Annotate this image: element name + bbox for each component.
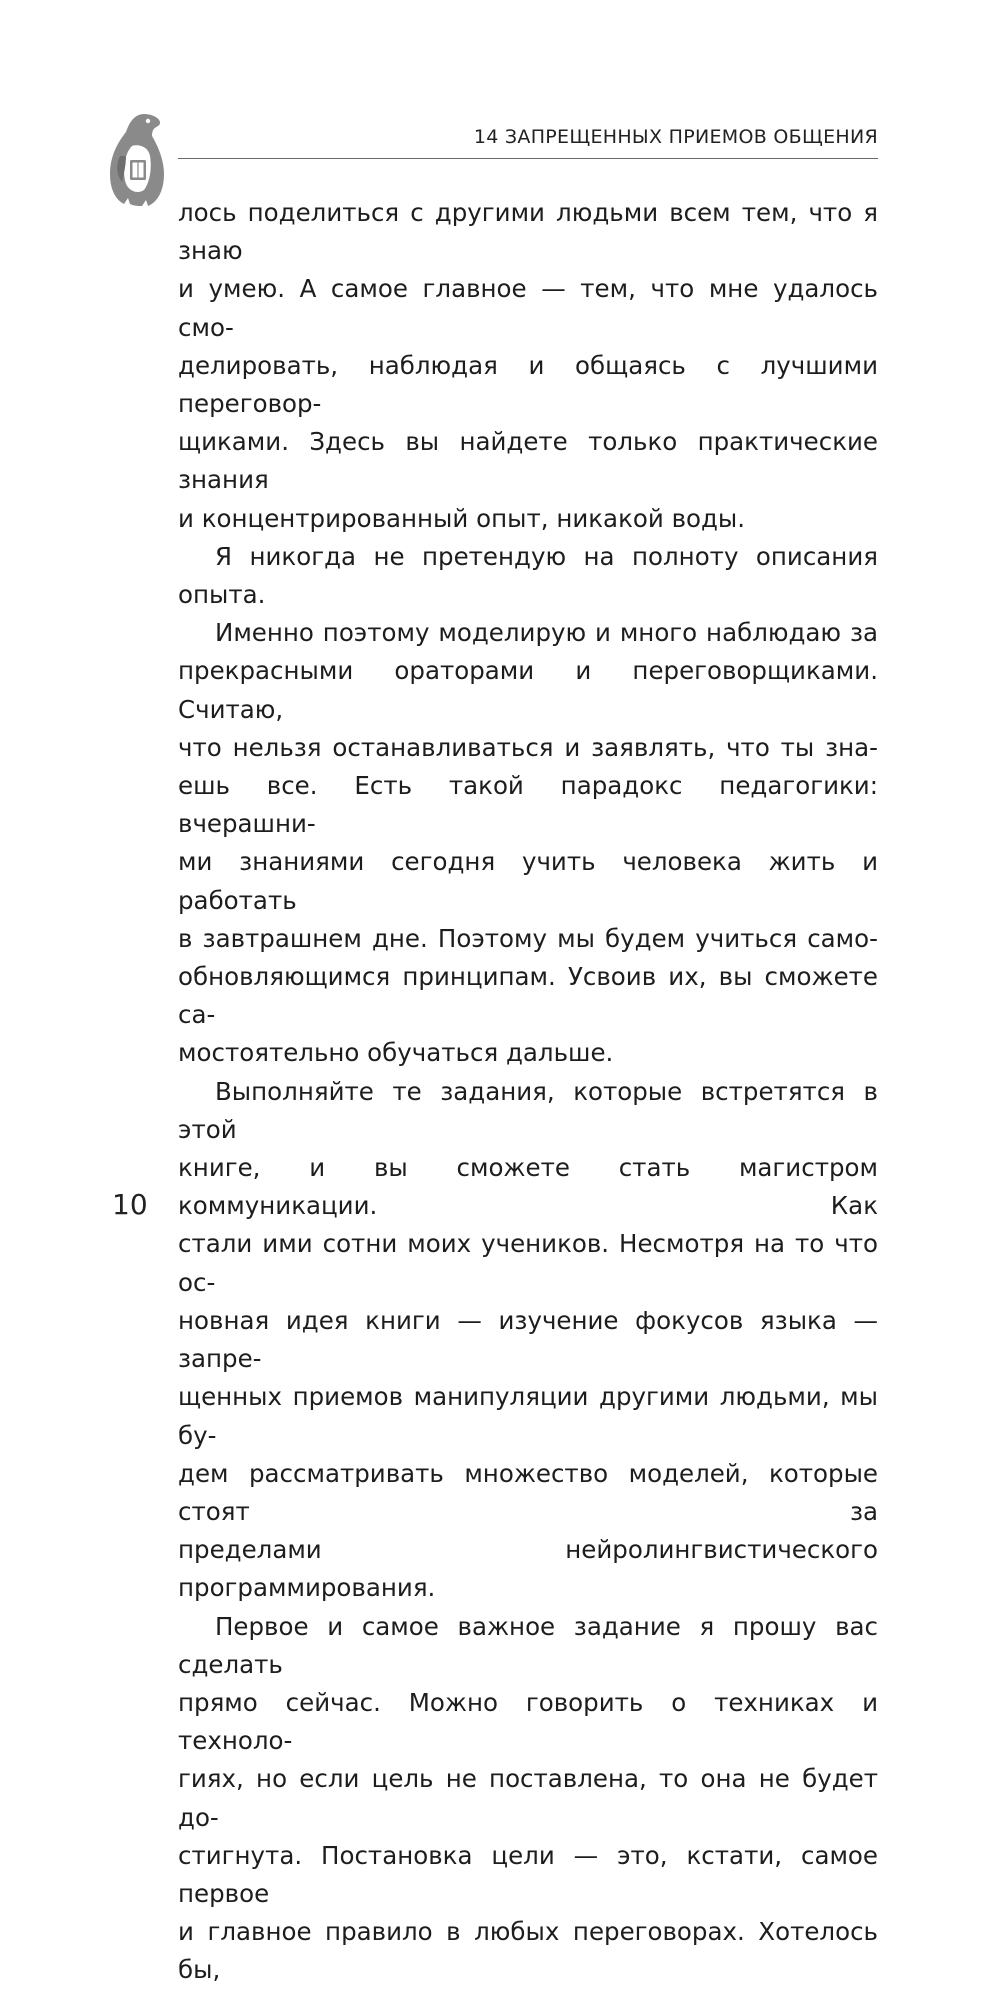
paragraph-line: Первое и самое важное задание я прошу вас сделать (178, 1611, 878, 1679)
paragraph-line: ми знаниями сегодня учить человека жить и работать (178, 847, 878, 915)
paragraph-line: прекрасными ораторами и переговорщиками. Считаю, (178, 656, 878, 724)
paragraph-line: стигнута. Постановка цели — это, кстати, самое первое (178, 1840, 878, 1908)
running-header: 14 ЗАПРЕЩЕННЫХ ПРИЕМОВ ОБЩЕНИЯ (473, 126, 878, 148)
paragraph-line: Выполняйте те задания, которые встретятся в этой (178, 1076, 878, 1144)
paragraph-line: новная идея книги — изучение фокусов языка — запре- (178, 1305, 878, 1374)
page-number: 10 (112, 1188, 148, 1221)
paragraph-line: мостоятельно обучаться дальше. (178, 1038, 614, 1068)
penguin-icon (108, 112, 166, 208)
paragraph-line: делировать, наблюдая и общаясь с лучшими переговор- (178, 350, 878, 419)
paragraph-line: в завтрашнем дне. Поэтому мы будем учиться само- (178, 923, 878, 953)
paragraph-line: книге, и вы сможете стать магистром коммуникации. Как (178, 1153, 878, 1221)
paragraph-line: и концентрированный опыт, никакой воды. (178, 503, 746, 533)
paragraph-line: стали ими сотни моих учеников. Несмотря на то что ос- (178, 1229, 878, 1297)
paragraph-line: щенных приемов манипуляции другими людьми, мы бу- (178, 1382, 878, 1450)
header-divider (178, 158, 878, 159)
paragraph-line: обновляющимся принципам. Усвоив их, вы сможете са- (178, 962, 878, 1030)
paragraph-line: и умею. А самое главное — тем, что мне удалось смо- (178, 274, 878, 342)
body-text (178, 194, 878, 1990)
paragraph-line: дем рассматривать множество моделей, которые стоят за (178, 1458, 878, 1526)
paragraph-line: лось поделиться с другими людьми всем тем, что я знаю (178, 198, 878, 266)
paragraph-line: ешь все. Есть такой парадокс педагогики: вчерашни- (178, 771, 878, 839)
paragraph-line: гиях, но если цель не поставлена, то она не будет до- (178, 1764, 878, 1832)
paragraph-line: и главное правило в любых переговорах. Хотелось бы, (178, 1917, 878, 1985)
paragraph-line: щиками. Здесь вы найдете только практические знания (178, 427, 878, 495)
paragraph-line: что нельзя останавливаться и заявлять, что ты зна- (178, 732, 878, 762)
paragraph-line: Я никогда не претендую на полноту описания опыта. (178, 541, 878, 610)
paragraph-line: прямо сейчас. Можно говорить о техниках и техноло- (178, 1687, 878, 1756)
paragraph-line: Именно поэтому моделирую и много наблюдаю за (215, 618, 878, 648)
paragraph-line: пределами нейролингвистического программирования. (178, 1535, 878, 1603)
